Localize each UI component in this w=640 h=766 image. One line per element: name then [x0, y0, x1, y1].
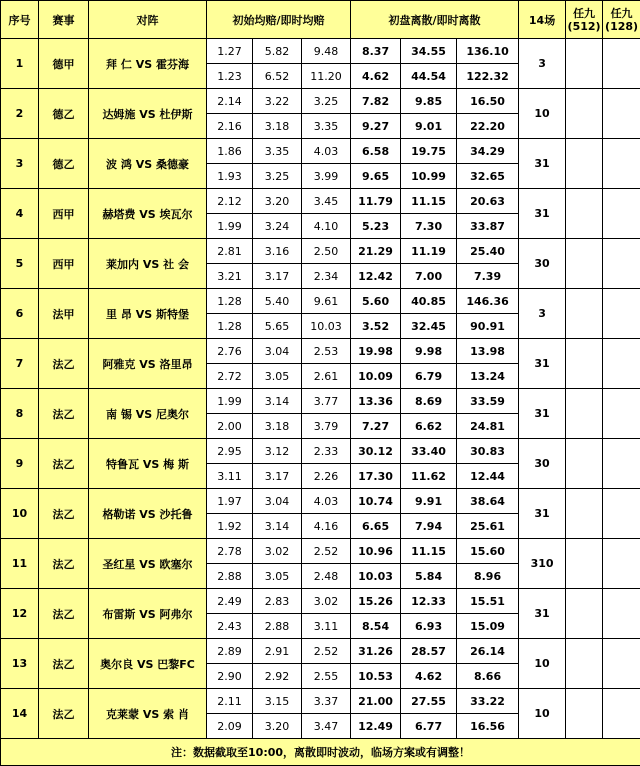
- initial-dispersion-0: 21.29: [351, 239, 401, 264]
- initial-odds-2: 4.03: [302, 139, 351, 164]
- pick-14: 310: [519, 539, 566, 589]
- pick-14: 31: [519, 589, 566, 639]
- pick-ren9-128: [603, 439, 640, 489]
- initial-dispersion-1: 9.98: [401, 339, 457, 364]
- match-index: 4: [1, 189, 39, 239]
- match-row: [1, 439, 640, 464]
- live-dispersion-2: 8.96: [457, 564, 519, 589]
- initial-dispersion-2: 15.51: [457, 589, 519, 614]
- live-odds-1: 3.05: [253, 564, 302, 589]
- initial-odds-2: 3.77: [302, 389, 351, 414]
- live-dispersion-0: 12.42: [351, 264, 401, 289]
- initial-odds-0: 2.95: [207, 439, 253, 464]
- pick-ren9-512: [566, 689, 603, 739]
- pick-14: 31: [519, 389, 566, 439]
- match-row: [1, 39, 640, 64]
- initial-odds-2: 4.03: [302, 489, 351, 514]
- initial-odds-1: 3.15: [253, 689, 302, 714]
- live-odds-1: 2.92: [253, 664, 302, 689]
- initial-odds-0: 2.89: [207, 639, 253, 664]
- match-league: 法乙: [39, 439, 89, 489]
- live-dispersion-2: 16.56: [457, 714, 519, 739]
- initial-odds-0: 2.49: [207, 589, 253, 614]
- pick-ren9-512: [566, 289, 603, 339]
- initial-odds-0: 1.27: [207, 39, 253, 64]
- initial-dispersion-1: 40.85: [401, 289, 457, 314]
- initial-dispersion-0: 10.96: [351, 539, 401, 564]
- live-odds-2: 2.26: [302, 464, 351, 489]
- header-league: 赛事: [39, 1, 89, 39]
- initial-dispersion-0: 21.00: [351, 689, 401, 714]
- live-odds-1: 2.88: [253, 614, 302, 639]
- initial-dispersion-2: 30.83: [457, 439, 519, 464]
- initial-dispersion-1: 33.40: [401, 439, 457, 464]
- live-dispersion-1: 6.62: [401, 414, 457, 439]
- initial-odds-1: 2.91: [253, 639, 302, 664]
- live-dispersion-2: 22.20: [457, 114, 519, 139]
- match-index: 11: [1, 539, 39, 589]
- header-index: 序号: [1, 1, 39, 39]
- header-ren9-512: [566, 1, 603, 39]
- initial-dispersion-2: 33.22: [457, 689, 519, 714]
- match-row: [1, 289, 640, 314]
- initial-dispersion-1: 28.57: [401, 639, 457, 664]
- initial-dispersion-0: 31.26: [351, 639, 401, 664]
- match-index: 6: [1, 289, 39, 339]
- initial-odds-1: 5.82: [253, 39, 302, 64]
- initial-dispersion-1: 12.33: [401, 589, 457, 614]
- match-teams: 达姆施 VS 杜伊斯: [89, 89, 207, 139]
- pick-14: 3: [519, 289, 566, 339]
- match-league: 法乙: [39, 389, 89, 439]
- match-league: 法乙: [39, 589, 89, 639]
- live-dispersion-0: 9.65: [351, 164, 401, 189]
- live-dispersion-2: 122.32: [457, 64, 519, 89]
- live-dispersion-0: 10.09: [351, 364, 401, 389]
- initial-odds-2: 2.33: [302, 439, 351, 464]
- match-row: [1, 589, 640, 614]
- live-odds-1: 6.52: [253, 64, 302, 89]
- live-dispersion-1: 11.62: [401, 464, 457, 489]
- header-14-matches: 14场: [519, 1, 566, 39]
- initial-dispersion-2: 34.29: [457, 139, 519, 164]
- live-dispersion-2: 15.09: [457, 614, 519, 639]
- initial-dispersion-2: 26.14: [457, 639, 519, 664]
- pick-ren9-512: [566, 589, 603, 639]
- live-dispersion-2: 32.65: [457, 164, 519, 189]
- pick-ren9-128: [603, 589, 640, 639]
- initial-dispersion-0: 30.12: [351, 439, 401, 464]
- header-ren9-512-line1: 任九: [566, 7, 602, 20]
- match-teams: 克莱蒙 VS 索 肖: [89, 689, 207, 739]
- match-row: [1, 239, 640, 264]
- initial-odds-1: 3.14: [253, 389, 302, 414]
- initial-odds-1: 5.40: [253, 289, 302, 314]
- pick-ren9-128: [603, 39, 640, 89]
- initial-dispersion-0: 10.74: [351, 489, 401, 514]
- live-odds-0: 2.43: [207, 614, 253, 639]
- match-league: 法乙: [39, 539, 89, 589]
- live-odds-2: 3.11: [302, 614, 351, 639]
- match-index: 7: [1, 339, 39, 389]
- footer-row: [1, 739, 640, 766]
- initial-odds-2: 3.25: [302, 89, 351, 114]
- live-odds-1: 3.25: [253, 164, 302, 189]
- live-dispersion-2: 33.87: [457, 214, 519, 239]
- pick-ren9-512: [566, 139, 603, 189]
- live-odds-2: 2.48: [302, 564, 351, 589]
- match-league: 法甲: [39, 289, 89, 339]
- live-odds-0: 1.93: [207, 164, 253, 189]
- pick-14: 10: [519, 689, 566, 739]
- initial-odds-1: 3.20: [253, 189, 302, 214]
- live-odds-1: 3.18: [253, 414, 302, 439]
- live-dispersion-1: 32.45: [401, 314, 457, 339]
- match-teams: 赫塔费 VS 埃瓦尔: [89, 189, 207, 239]
- pick-14: 31: [519, 139, 566, 189]
- pick-ren9-128: [603, 689, 640, 739]
- pick-ren9-512: [566, 639, 603, 689]
- live-dispersion-0: 9.27: [351, 114, 401, 139]
- initial-dispersion-0: 11.79: [351, 189, 401, 214]
- live-odds-2: 2.61: [302, 364, 351, 389]
- match-teams: 布雷斯 VS 阿弗尔: [89, 589, 207, 639]
- initial-odds-0: 2.12: [207, 189, 253, 214]
- pick-ren9-512: [566, 489, 603, 539]
- match-index: 2: [1, 89, 39, 139]
- pick-ren9-128: [603, 239, 640, 289]
- pick-ren9-512: [566, 339, 603, 389]
- pick-ren9-128: [603, 539, 640, 589]
- initial-dispersion-2: 38.64: [457, 489, 519, 514]
- live-dispersion-1: 7.94: [401, 514, 457, 539]
- pick-14: 31: [519, 339, 566, 389]
- initial-odds-2: 2.52: [302, 539, 351, 564]
- initial-odds-0: 2.76: [207, 339, 253, 364]
- live-odds-0: 2.16: [207, 114, 253, 139]
- match-index: 8: [1, 389, 39, 439]
- live-odds-1: 3.17: [253, 264, 302, 289]
- live-dispersion-1: 5.84: [401, 564, 457, 589]
- live-dispersion-1: 10.99: [401, 164, 457, 189]
- live-dispersion-1: 9.01: [401, 114, 457, 139]
- match-league: 法乙: [39, 489, 89, 539]
- live-odds-0: 1.92: [207, 514, 253, 539]
- initial-odds-1: 3.02: [253, 539, 302, 564]
- live-dispersion-1: 7.30: [401, 214, 457, 239]
- match-index: 10: [1, 489, 39, 539]
- live-odds-0: 1.23: [207, 64, 253, 89]
- pick-14: 30: [519, 239, 566, 289]
- match-row: [1, 339, 640, 364]
- pick-14: 30: [519, 439, 566, 489]
- live-dispersion-2: 12.44: [457, 464, 519, 489]
- initial-odds-2: 2.53: [302, 339, 351, 364]
- live-dispersion-0: 10.53: [351, 664, 401, 689]
- match-league: 法乙: [39, 639, 89, 689]
- live-dispersion-0: 5.23: [351, 214, 401, 239]
- match-teams: 奥尔良 VS 巴黎FC: [89, 639, 207, 689]
- live-odds-2: 3.35: [302, 114, 351, 139]
- initial-dispersion-0: 13.36: [351, 389, 401, 414]
- match-index: 12: [1, 589, 39, 639]
- initial-dispersion-2: 16.50: [457, 89, 519, 114]
- match-row: [1, 639, 640, 664]
- match-league: 德甲: [39, 39, 89, 89]
- match-league: 法乙: [39, 339, 89, 389]
- live-odds-2: 4.16: [302, 514, 351, 539]
- initial-dispersion-2: 25.40: [457, 239, 519, 264]
- initial-odds-0: 1.97: [207, 489, 253, 514]
- live-odds-2: 3.47: [302, 714, 351, 739]
- live-dispersion-0: 12.49: [351, 714, 401, 739]
- match-teams: 格勒诺 VS 沙托鲁: [89, 489, 207, 539]
- pick-ren9-512: [566, 39, 603, 89]
- match-league: 德乙: [39, 89, 89, 139]
- live-dispersion-0: 4.62: [351, 64, 401, 89]
- match-row: [1, 389, 640, 414]
- initial-odds-2: 2.52: [302, 639, 351, 664]
- initial-odds-1: 3.12: [253, 439, 302, 464]
- pick-ren9-128: [603, 639, 640, 689]
- match-index: 3: [1, 139, 39, 189]
- live-dispersion-1: 4.62: [401, 664, 457, 689]
- initial-dispersion-1: 34.55: [401, 39, 457, 64]
- live-odds-0: 3.11: [207, 464, 253, 489]
- live-odds-2: 11.20: [302, 64, 351, 89]
- initial-dispersion-0: 7.82: [351, 89, 401, 114]
- pick-14: 10: [519, 89, 566, 139]
- match-teams: 莱加内 VS 社 会: [89, 239, 207, 289]
- match-league: 西甲: [39, 189, 89, 239]
- live-odds-0: 3.21: [207, 264, 253, 289]
- match-row: [1, 689, 640, 714]
- initial-odds-1: 3.35: [253, 139, 302, 164]
- live-odds-1: 3.05: [253, 364, 302, 389]
- live-dispersion-0: 8.54: [351, 614, 401, 639]
- match-index: 1: [1, 39, 39, 89]
- match-index: 5: [1, 239, 39, 289]
- match-row: [1, 539, 640, 564]
- live-dispersion-2: 13.24: [457, 364, 519, 389]
- match-teams: 圣红星 VS 欧塞尔: [89, 539, 207, 589]
- live-odds-2: 3.79: [302, 414, 351, 439]
- pick-ren9-512: [566, 539, 603, 589]
- header-ren9-128-line2: (128): [603, 20, 640, 33]
- initial-odds-1: 3.16: [253, 239, 302, 264]
- header-row: [1, 1, 640, 39]
- match-teams: 拜 仁 VS 霍芬海: [89, 39, 207, 89]
- pick-ren9-512: [566, 239, 603, 289]
- live-dispersion-1: 6.77: [401, 714, 457, 739]
- live-dispersion-2: 7.39: [457, 264, 519, 289]
- initial-dispersion-2: 136.10: [457, 39, 519, 64]
- live-dispersion-0: 7.27: [351, 414, 401, 439]
- initial-odds-0: 2.14: [207, 89, 253, 114]
- live-dispersion-1: 44.54: [401, 64, 457, 89]
- initial-dispersion-0: 5.60: [351, 289, 401, 314]
- initial-odds-2: 3.37: [302, 689, 351, 714]
- match-league: 西甲: [39, 239, 89, 289]
- footer-note: 注：数据截取至10:00，离散即时波动，临场方案或有调整！: [1, 739, 640, 766]
- match-row: [1, 189, 640, 214]
- initial-odds-2: 9.48: [302, 39, 351, 64]
- header-odds: 初始均赔/即时均赔: [207, 1, 351, 39]
- live-odds-0: 2.09: [207, 714, 253, 739]
- initial-odds-0: 1.99: [207, 389, 253, 414]
- pick-14: 31: [519, 489, 566, 539]
- live-odds-2: 2.34: [302, 264, 351, 289]
- live-dispersion-1: 7.00: [401, 264, 457, 289]
- pick-ren9-128: [603, 289, 640, 339]
- pick-ren9-128: [603, 189, 640, 239]
- live-odds-1: 5.65: [253, 314, 302, 339]
- live-dispersion-2: 8.66: [457, 664, 519, 689]
- initial-odds-2: 3.45: [302, 189, 351, 214]
- live-odds-1: 3.14: [253, 514, 302, 539]
- live-odds-1: 3.17: [253, 464, 302, 489]
- initial-odds-2: 9.61: [302, 289, 351, 314]
- live-odds-2: 4.10: [302, 214, 351, 239]
- initial-dispersion-1: 19.75: [401, 139, 457, 164]
- initial-dispersion-1: 11.15: [401, 189, 457, 214]
- initial-dispersion-1: 9.91: [401, 489, 457, 514]
- live-dispersion-2: 90.91: [457, 314, 519, 339]
- match-teams: 阿雅克 VS 洛里昂: [89, 339, 207, 389]
- initial-dispersion-1: 11.15: [401, 539, 457, 564]
- header-dispersion: 初盘离散/即时离散: [351, 1, 519, 39]
- initial-dispersion-0: 19.98: [351, 339, 401, 364]
- match-teams: 特鲁瓦 VS 梅 斯: [89, 439, 207, 489]
- initial-dispersion-0: 6.58: [351, 139, 401, 164]
- live-dispersion-0: 17.30: [351, 464, 401, 489]
- pick-ren9-128: [603, 89, 640, 139]
- initial-dispersion-1: 11.19: [401, 239, 457, 264]
- match-row: [1, 89, 640, 114]
- live-dispersion-0: 10.03: [351, 564, 401, 589]
- live-dispersion-2: 25.61: [457, 514, 519, 539]
- live-odds-0: 2.00: [207, 414, 253, 439]
- match-row: [1, 139, 640, 164]
- initial-odds-1: 3.04: [253, 339, 302, 364]
- match-index: 13: [1, 639, 39, 689]
- match-teams: 南 锡 VS 尼奥尔: [89, 389, 207, 439]
- initial-dispersion-1: 9.85: [401, 89, 457, 114]
- live-odds-0: 1.28: [207, 314, 253, 339]
- match-league: 法乙: [39, 689, 89, 739]
- pick-ren9-512: [566, 89, 603, 139]
- initial-odds-0: 1.86: [207, 139, 253, 164]
- pick-ren9-128: [603, 489, 640, 539]
- header-ren9-128-line1: 任九: [603, 7, 640, 20]
- initial-odds-1: 3.04: [253, 489, 302, 514]
- live-odds-2: 3.99: [302, 164, 351, 189]
- live-dispersion-1: 6.79: [401, 364, 457, 389]
- initial-odds-1: 3.22: [253, 89, 302, 114]
- initial-odds-0: 2.11: [207, 689, 253, 714]
- initial-dispersion-2: 33.59: [457, 389, 519, 414]
- live-odds-0: 1.99: [207, 214, 253, 239]
- initial-odds-2: 2.50: [302, 239, 351, 264]
- pick-ren9-512: [566, 439, 603, 489]
- initial-dispersion-1: 8.69: [401, 389, 457, 414]
- live-dispersion-0: 6.65: [351, 514, 401, 539]
- pick-ren9-512: [566, 389, 603, 439]
- pick-14: 10: [519, 639, 566, 689]
- pick-ren9-128: [603, 339, 640, 389]
- live-odds-1: 3.18: [253, 114, 302, 139]
- match-league: 德乙: [39, 139, 89, 189]
- live-odds-2: 10.03: [302, 314, 351, 339]
- pick-ren9-512: [566, 189, 603, 239]
- initial-dispersion-0: 8.37: [351, 39, 401, 64]
- header-ren9-128: [603, 1, 640, 39]
- live-odds-2: 2.55: [302, 664, 351, 689]
- header-ren9-512-line2: (512): [566, 20, 602, 33]
- initial-odds-0: 1.28: [207, 289, 253, 314]
- match-teams: 里 昂 VS 斯特堡: [89, 289, 207, 339]
- initial-odds-1: 2.83: [253, 589, 302, 614]
- live-dispersion-1: 6.93: [401, 614, 457, 639]
- live-odds-0: 2.88: [207, 564, 253, 589]
- match-teams: 波 鸿 VS 桑德豪: [89, 139, 207, 189]
- live-dispersion-2: 24.81: [457, 414, 519, 439]
- initial-odds-0: 2.78: [207, 539, 253, 564]
- match-index: 14: [1, 689, 39, 739]
- match-row: [1, 489, 640, 514]
- header-match: 对阵: [89, 1, 207, 39]
- initial-dispersion-2: 146.36: [457, 289, 519, 314]
- pick-ren9-128: [603, 139, 640, 189]
- live-odds-0: 2.90: [207, 664, 253, 689]
- initial-odds-0: 2.81: [207, 239, 253, 264]
- initial-dispersion-2: 15.60: [457, 539, 519, 564]
- match-index: 9: [1, 439, 39, 489]
- initial-dispersion-0: 15.26: [351, 589, 401, 614]
- pick-14: 3: [519, 39, 566, 89]
- live-dispersion-0: 3.52: [351, 314, 401, 339]
- initial-dispersion-2: 20.63: [457, 189, 519, 214]
- initial-dispersion-2: 13.98: [457, 339, 519, 364]
- live-odds-0: 2.72: [207, 364, 253, 389]
- initial-dispersion-1: 27.55: [401, 689, 457, 714]
- pick-14: 31: [519, 189, 566, 239]
- initial-odds-2: 3.02: [302, 589, 351, 614]
- pick-ren9-128: [603, 389, 640, 439]
- live-odds-1: 3.24: [253, 214, 302, 239]
- live-odds-1: 3.20: [253, 714, 302, 739]
